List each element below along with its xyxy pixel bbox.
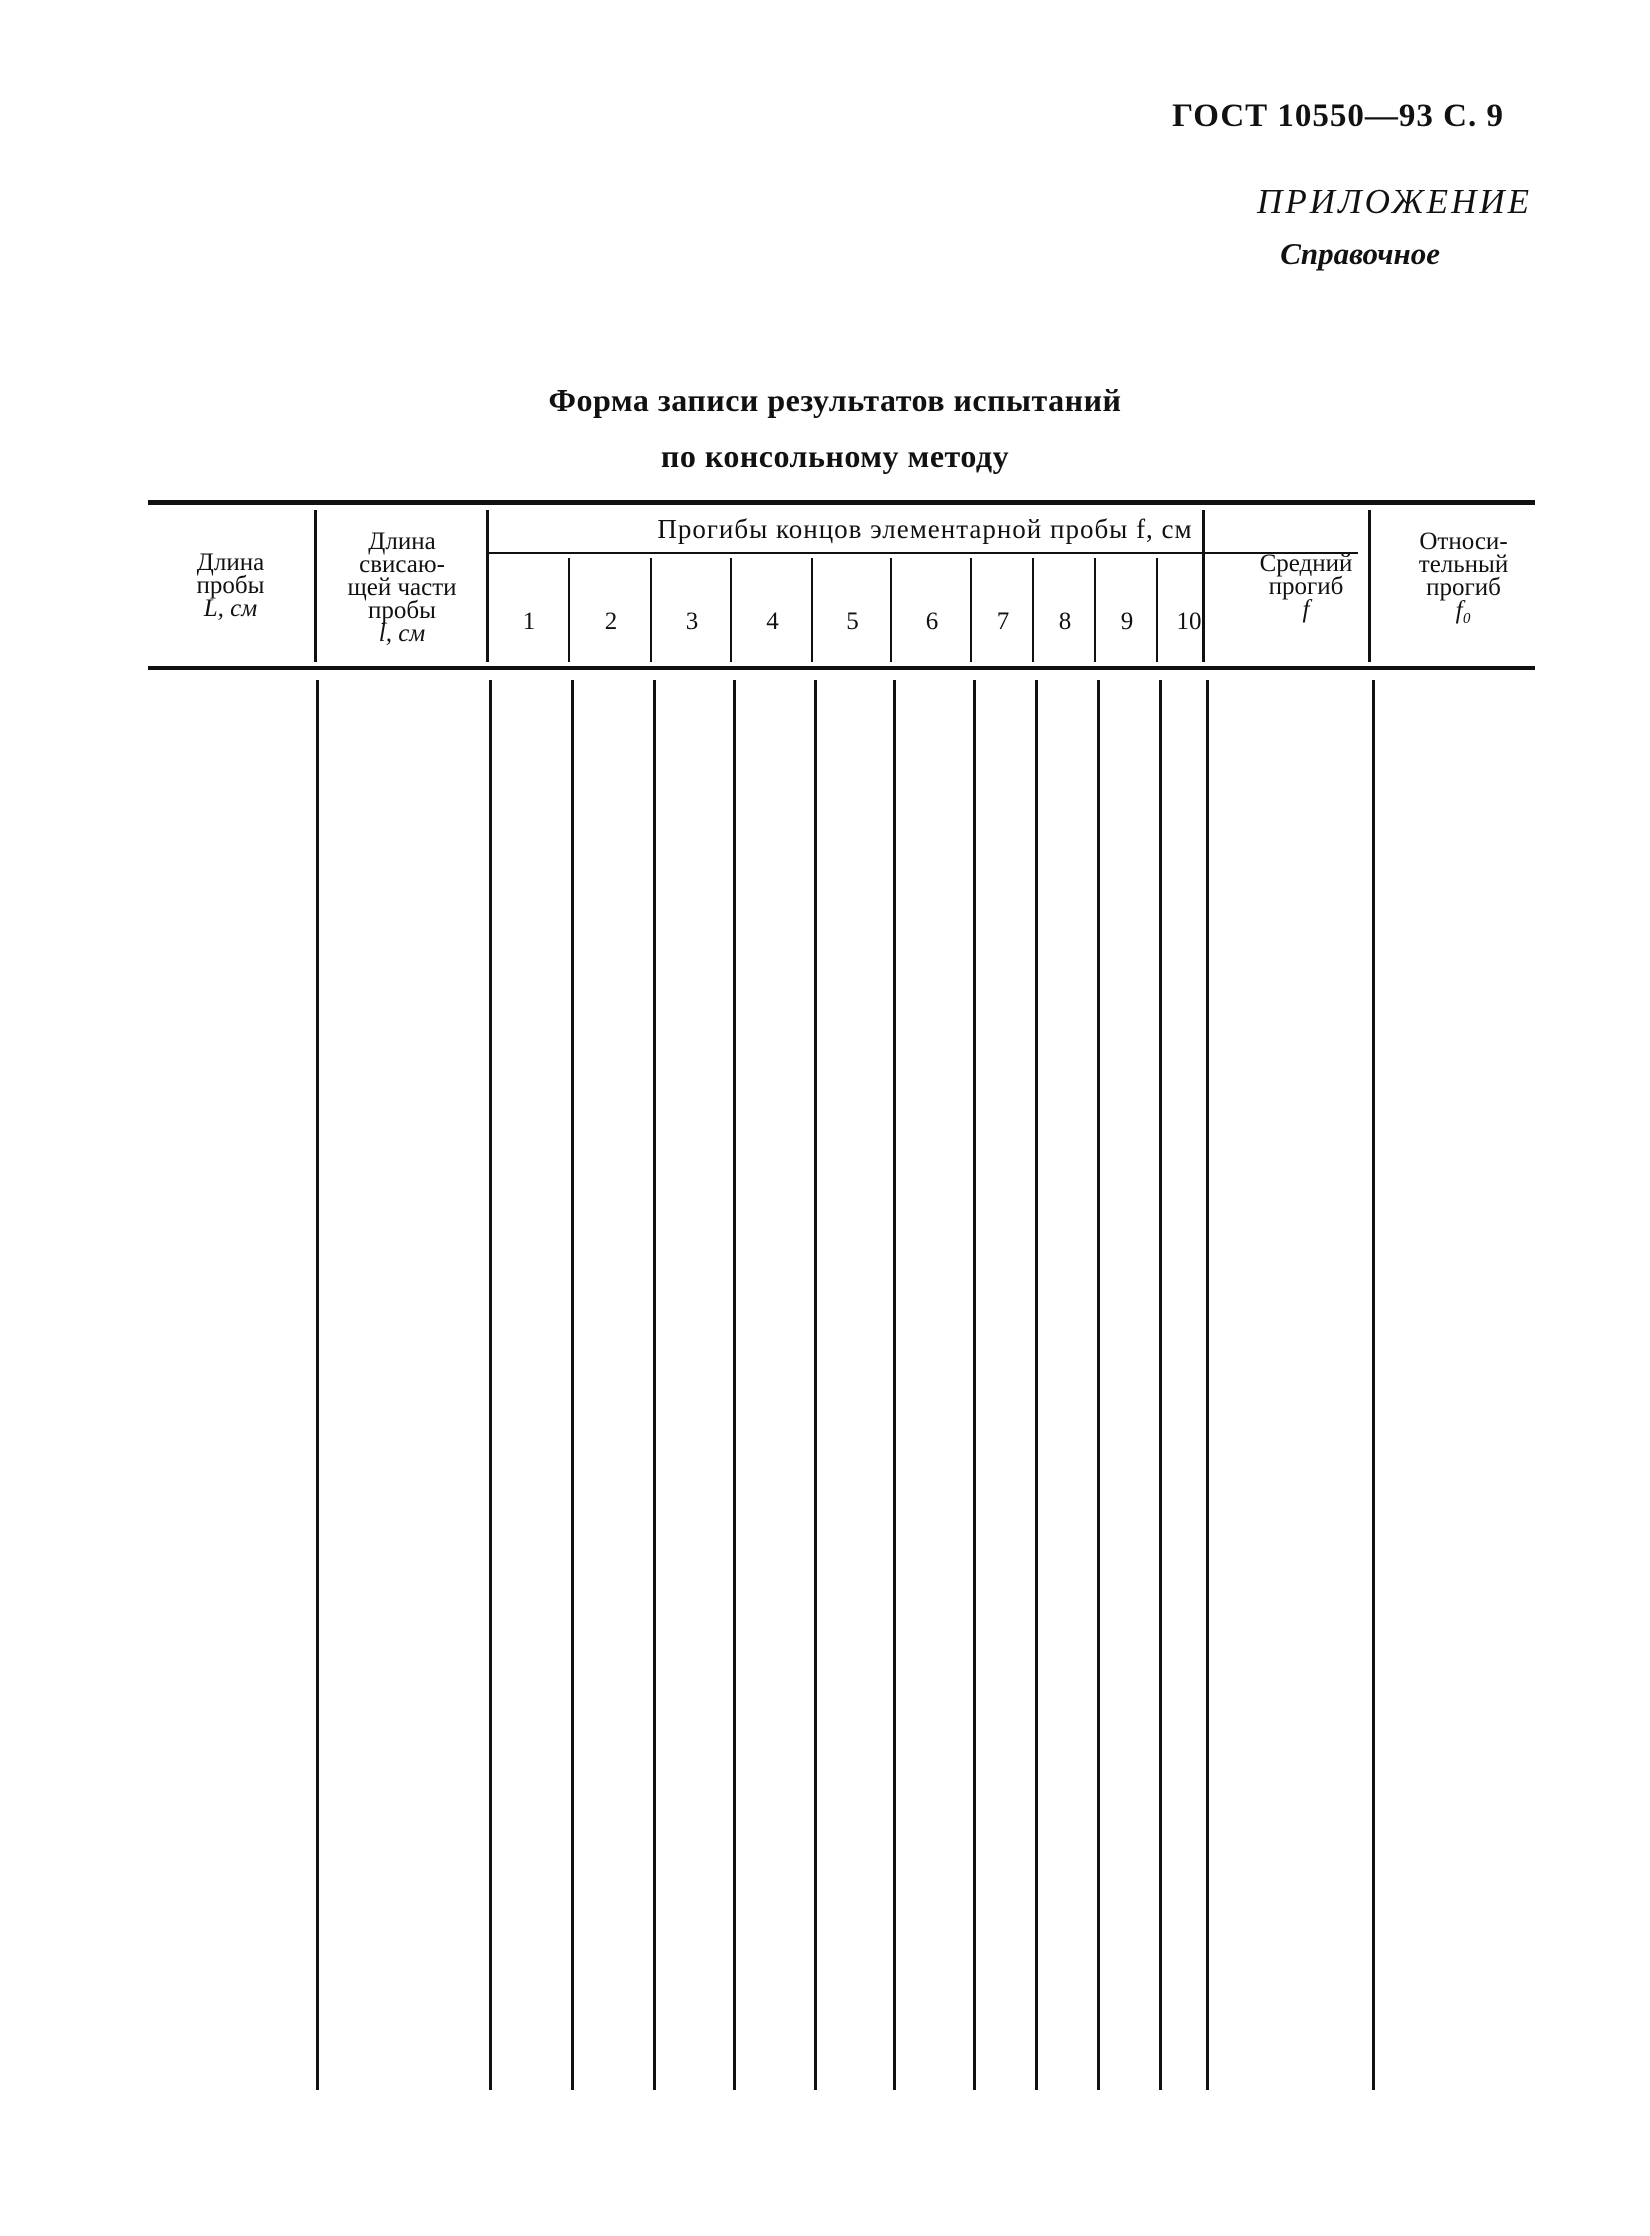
- header-subcolumn-rule: [811, 558, 813, 662]
- header-mean-deflection-line: Средний: [1259, 550, 1353, 577]
- header-subcolumn-rule: [1156, 558, 1158, 662]
- header-measurement-number: 10: [1176, 608, 1202, 635]
- header-measurement-number: 8: [1058, 608, 1072, 635]
- table-top-rule: [148, 500, 1535, 505]
- header-column-rule: [314, 510, 317, 662]
- body-column-rule: [571, 680, 574, 2090]
- form-title-line2: по консольному методу: [660, 438, 1010, 474]
- body-column-rule: [814, 680, 817, 2090]
- header-subcolumn-rule: [970, 558, 972, 662]
- header-relative-deflection-line: f₀: [1455, 597, 1472, 624]
- header-deflection-group: Прогибы концов элементарной пробы f, см: [657, 514, 1193, 544]
- header-subcolumn-rule: [568, 558, 570, 662]
- appendix-subtitle: Справочное: [1280, 236, 1440, 271]
- header-bottom-rule: [148, 666, 1535, 670]
- header-measurement-number: 9: [1120, 608, 1134, 635]
- body-column-rule: [893, 680, 896, 2090]
- header-subcolumn-rule: [1032, 558, 1034, 662]
- header-hanging-length-line: пробы: [368, 597, 436, 624]
- header-measurement-number: 4: [766, 608, 779, 635]
- body-column-rule: [1206, 680, 1209, 2090]
- header-sample-length-line: пробы: [196, 572, 265, 599]
- body-column-rule: [1097, 680, 1100, 2090]
- header-column-rule: [486, 510, 489, 662]
- results-form-table: [148, 500, 1535, 2110]
- header-measurement-number: 7: [996, 608, 1010, 635]
- header-sample-length: [148, 551, 313, 620]
- header-relative-deflection-line: Относи-: [1419, 528, 1508, 555]
- header-relative-deflection-line: прогиб: [1426, 574, 1501, 601]
- body-column-rule: [733, 680, 736, 2090]
- appendix-title: ПРИЛОЖЕНИЕ: [1257, 182, 1532, 221]
- header-mean-deflection-line: прогиб: [1268, 573, 1344, 600]
- body-column-rule: [653, 680, 656, 2090]
- header-hanging-length: [318, 530, 486, 645]
- header-measurement-number: 6: [925, 608, 939, 635]
- form-title-line1: Форма записи результатов испытаний: [548, 382, 1122, 418]
- header-measurement-number: 2: [604, 608, 618, 635]
- body-column-rule: [1035, 680, 1038, 2090]
- body-column-rule: [1372, 680, 1375, 2090]
- header-column-rule: [1202, 510, 1205, 662]
- header-measurement-number: 1: [522, 608, 536, 635]
- header-hanging-length-line: Длина: [368, 528, 436, 555]
- header-subcolumn-rule: [890, 558, 892, 662]
- header-measurement-number: 3: [685, 608, 699, 635]
- header-subcolumn-rule: [650, 558, 652, 662]
- header-relative-deflection-line: тельный: [1418, 551, 1509, 578]
- header-subcolumn-rule: [1094, 558, 1096, 662]
- header-mean-deflection: [1222, 552, 1390, 621]
- header-relative-deflection: [1392, 530, 1535, 622]
- header-column-rule: [1368, 510, 1371, 662]
- header-mean-deflection-line: f: [1302, 596, 1310, 623]
- page-header-code: ГОСТ 10550—93 С. 9: [1172, 98, 1504, 134]
- header-hanging-length-line: щей части: [347, 574, 457, 601]
- header-sample-length-line: L, см: [203, 595, 258, 622]
- header-hanging-length-line: свисаю-: [359, 551, 445, 578]
- header-measurement-number: 5: [846, 608, 859, 635]
- body-column-rule: [973, 680, 976, 2090]
- header-sample-length-line: Длина: [196, 549, 265, 576]
- header-hanging-length-line: l, см: [378, 620, 426, 647]
- body-column-rule: [489, 680, 492, 2090]
- body-column-rule: [316, 680, 319, 2090]
- header-subcolumn-rule: [730, 558, 732, 662]
- body-column-rule: [1159, 680, 1162, 2090]
